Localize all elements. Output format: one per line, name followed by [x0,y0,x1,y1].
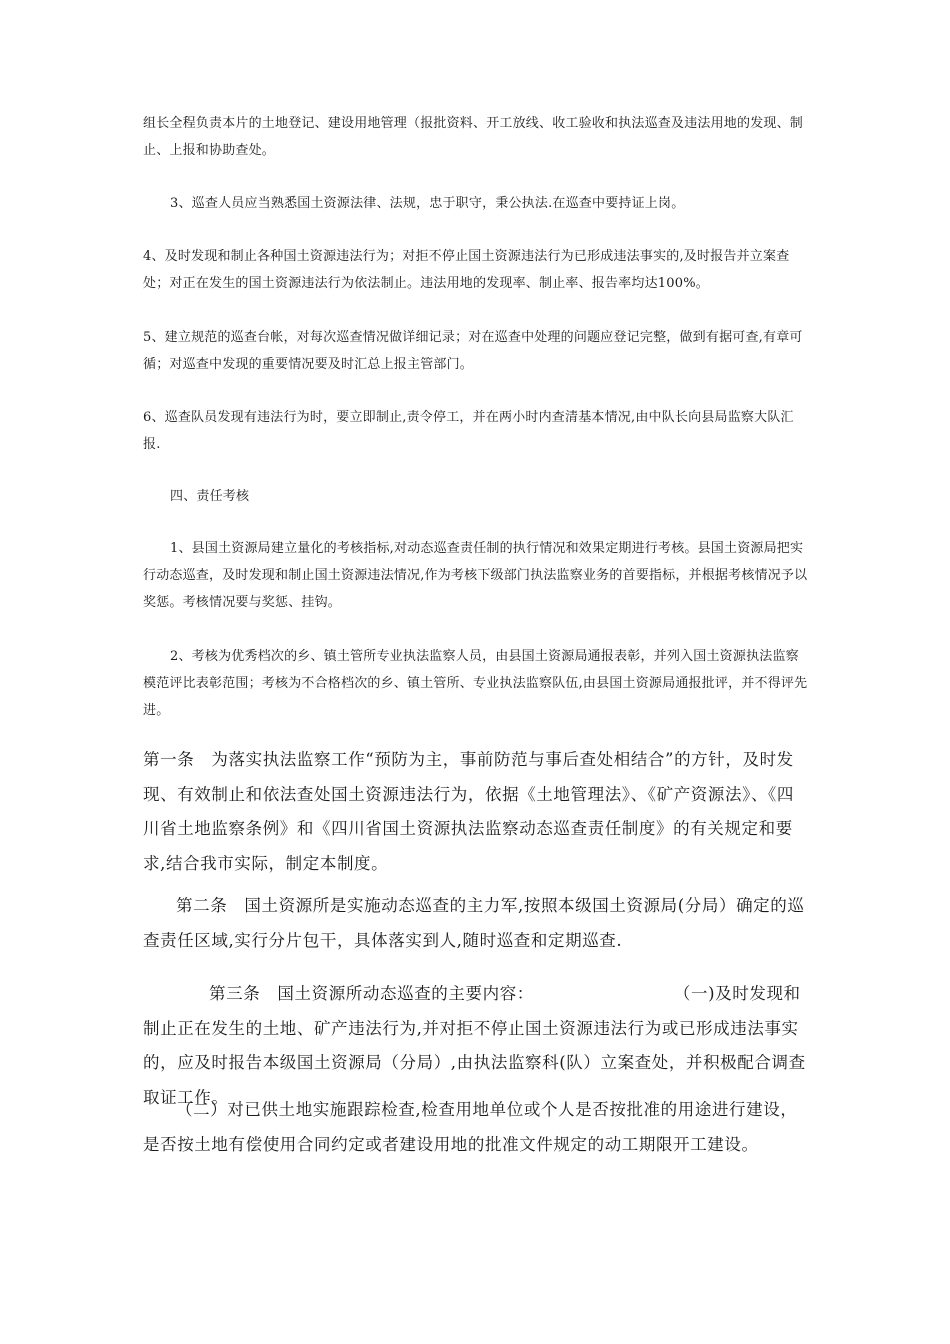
paragraph-continuation: 组长全程负责本片的土地登记、建设用地管理（报批资料、开工放线、收工验收和执法巡查及违法用地的发现、制止、上报和协助查处。 [143,116,804,158]
article-3-item-1: （一)及时发现和制止正在发生的土地、矿产违法行为,并对拒不停止国土资源违法行为或已形成违法事实的，应及时报告本级国土资源局（分局）,由执法监察科(队）立案查处，并积极配合调查取证工作。 [143,984,806,1107]
article-1: 第一条 为落实执法监察工作“预防为主，事前防范与事后查处相结合”的方针，及时发现、有效制止和依法查处国土资源违法行为，依据《土地管理法》、《矿产资源法》、《四川省土地监察条例》和《四川省国土资源执法监察动态巡查责任制度》的有关规定和要求,结合我市实际，制定本制度。 [143,750,794,873]
article-2: 第二条 国土资源所是实施动态巡查的主力军,按照本级国土资源局(分局）确定的巡查责任区域,实行分片包干，具体落实到人,随时巡查和定期巡查. [143,896,805,950]
paragraph-item-5: 5、建立规范的巡查台帐，对每次巡查情况做详细记录；对在巡查中处理的问题应登记完整，做到有据可查,有章可循；对巡查中发现的重要情况要及时汇总上报主管部门。 [143,330,803,372]
paragraph-assessment-2: 2、考核为优秀档次的乡、镇土管所专业执法监察人员，由县国土资源局通报表彰，并列入国土资源执法监察模范评比表彰范围；考核为不合格档次的乡、镇土管所、专业执法监察队伍,由县国土资源局通报批评，并不得评先进。 [143,649,808,718]
section-heading-responsibility-assessment: 四、责任考核 [170,489,250,504]
paragraph-item-3: 3、巡查人员应当熟悉国土资源法律、法规，忠于职守，秉公执法.在巡查中要持证上岗。 [170,196,685,211]
article-3-heading: 第三条 国土资源所动态巡查的主要内容： [209,984,534,1003]
paragraph-item-4: 4、及时发现和制止各种国土资源违法行为；对拒不停止国土资源违法行为已形成违法事实的,及时报告并立案查处；对正在发生的国土资源违法行为依法制止。违法用地的发现率、制止率、报告率均达100%。 [143,249,790,291]
paragraph-item-6: 6、巡查队员发现有违法行为时，要立即制止,责令停工，并在两小时内查清基本情况,由中队长向县局监察大队汇报. [143,410,794,452]
article-3-item-2: （二）对已供土地实施跟踪检查,检查用地单位或个人是否按批准的用途进行建设，是否按土地有偿使用合同约定或者建设用地的批准文件规定的动工期限开工建设。 [143,1100,798,1154]
paragraph-assessment-1: 1、县国土资源局建立量化的考核指标,对动态巡查责任制的执行情况和效果定期进行考核。县国土资源局把实行动态巡查，及时发现和制止国土资源违法情况,作为考核下级部门执法监察业务的首要指标，并根据考核情况予以奖惩。考核情况要与奖惩、挂钩。 [143,541,808,610]
